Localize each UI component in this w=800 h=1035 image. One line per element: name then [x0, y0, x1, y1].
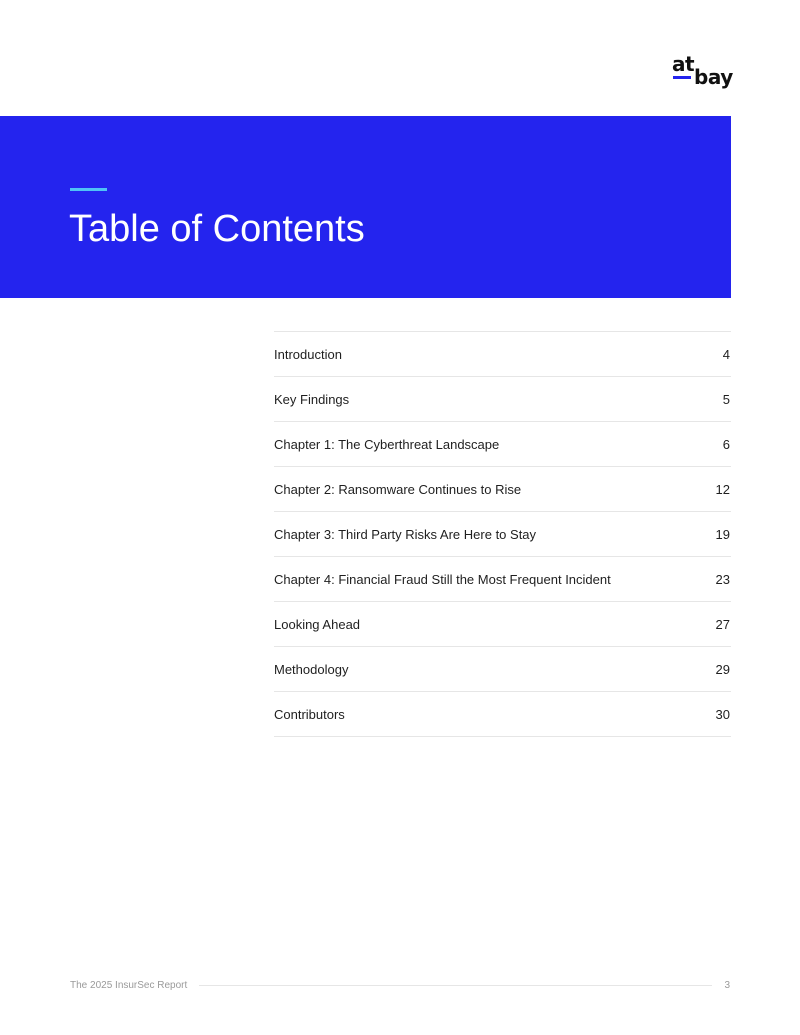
toc-item-label: Methodology — [274, 661, 349, 677]
page-footer — [70, 977, 730, 993]
footer-report-title: The 2025 InsurSec Report — [70, 979, 188, 991]
toc-item-label: Chapter 4: Financial Fraud Still the Most Frequent Incident — [274, 571, 611, 587]
title-accent-line — [70, 188, 107, 191]
footer-page-number: 3 — [724, 979, 730, 991]
toc-item-page: 27 — [715, 616, 730, 632]
toc-item-page: 23 — [715, 571, 730, 587]
toc-item-page: 29 — [715, 661, 730, 677]
toc-item-label: Chapter 2: Ransomware Continues to Rise — [274, 481, 522, 497]
toc-item-page: 30 — [715, 706, 730, 722]
toc-item-label: Chapter 3: Third Party Risks Are Here to Stay — [274, 526, 537, 542]
toc-item-page: 19 — [715, 526, 730, 542]
title-banner — [0, 116, 731, 298]
toc-item-label: Looking Ahead — [274, 616, 361, 632]
logo-text-bottom: bay — [694, 65, 733, 89]
toc-item-looking-ahead[interactable] — [274, 602, 731, 647]
logo-text-top: at — [672, 52, 695, 76]
toc-item-key-findings[interactable] — [274, 377, 731, 422]
logo-underline — [673, 76, 691, 79]
toc-item-page: 12 — [715, 481, 730, 497]
toc-item-page: 5 — [722, 391, 730, 407]
toc-item-introduction[interactable] — [274, 332, 731, 377]
toc-item-label: Introduction — [274, 346, 342, 362]
footer-divider — [199, 985, 712, 986]
toc-item-label: Key Findings — [274, 391, 350, 407]
table-of-contents — [274, 331, 731, 737]
toc-item-page: 6 — [722, 436, 730, 452]
toc-item-chapter-1[interactable] — [274, 422, 731, 467]
toc-item-contributors[interactable] — [274, 692, 731, 737]
page-title: Table of Contents — [69, 208, 365, 250]
toc-item-chapter-2[interactable] — [274, 467, 731, 512]
at-bay-logo — [672, 54, 732, 90]
toc-item-label: Contributors — [274, 706, 345, 722]
toc-item-page: 4 — [722, 346, 730, 362]
toc-item-methodology[interactable] — [274, 647, 731, 692]
toc-item-chapter-4[interactable] — [274, 557, 731, 602]
toc-item-chapter-3[interactable] — [274, 512, 731, 557]
toc-item-label: Chapter 1: The Cyberthreat Landscape — [274, 436, 500, 452]
